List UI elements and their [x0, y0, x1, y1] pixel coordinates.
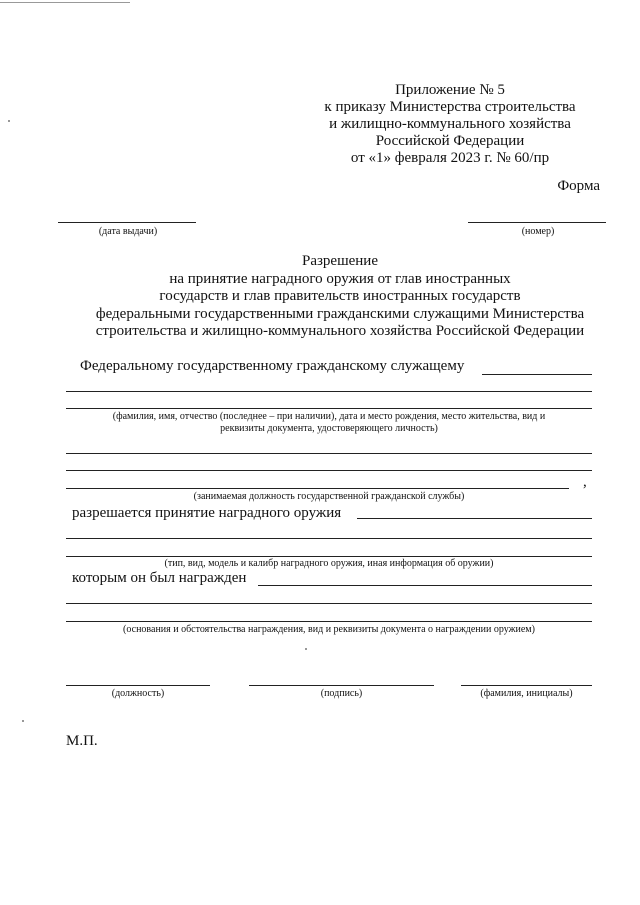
scan-edge-artifact: [0, 2, 130, 3]
personal-data-caption: [66, 411, 592, 435]
document-title: [40, 253, 640, 341]
header-line-1: Приложение № 5: [395, 82, 505, 98]
award-caption: (основания и обстоятельства награждения, вид и реквизиты документа о награждении оружием): [123, 624, 535, 635]
addressee-field-line-2[interactable]: [66, 408, 592, 409]
header-line-4: Российской Федерации: [375, 133, 525, 149]
weapon-caption: (тип, вид, модель и калибр наградного оружия, иная информация об оружии): [164, 558, 494, 569]
weapon-inline-field[interactable]: [357, 518, 592, 519]
full-name-caption: (фамилия, инициалы): [480, 688, 573, 699]
title-line-1: Разрешение: [301, 253, 378, 269]
official-position-caption: (должность): [111, 688, 165, 699]
permit-label: разрешается принятие наградного оружия: [72, 505, 342, 521]
stamp-place-label: М.П.: [66, 733, 98, 749]
personal-caption-line-1: (фамилия, имя, отчество (последнее – при наличии), дата и место рождения, место жительства, вид и: [112, 411, 546, 422]
weapon-field-line-1[interactable]: [66, 538, 592, 539]
header-line-5: от «1» февраля 2023 г. № 60/пр: [350, 150, 550, 166]
awarded-label: которым он был награжден: [72, 570, 247, 586]
comma-mark: ,: [583, 474, 587, 490]
title-line-4: федеральными государственными гражданскими служащими Министерства: [95, 305, 585, 322]
signature-caption: (подпись): [320, 688, 363, 699]
header-line-3: и жилищно-коммунального хозяйства: [329, 116, 571, 132]
number-caption: (номер): [521, 226, 555, 237]
appendix-header: [300, 82, 600, 167]
title-line-2: на принятие наградного оружия от глав иностранных: [169, 270, 511, 287]
full-name-field[interactable]: [461, 685, 592, 686]
award-field-line-1[interactable]: [66, 603, 592, 604]
scan-speck: [22, 720, 24, 722]
title-line-5: строительства и жилищно-коммунального хозяйства Российской Федерации: [95, 323, 585, 339]
title-line-3: государств и глав правительств иностранных государств: [159, 288, 521, 304]
scan-speck: [305, 648, 307, 650]
scan-speck: [8, 120, 10, 122]
official-position-field[interactable]: [66, 685, 210, 686]
weapon-field-line-2[interactable]: [66, 556, 592, 557]
signature-field[interactable]: [249, 685, 434, 686]
award-field-line-2[interactable]: [66, 621, 592, 622]
personal-field-line-1[interactable]: [66, 453, 592, 454]
addressee-field-line-1[interactable]: [66, 391, 592, 392]
personal-field-line-2[interactable]: [66, 470, 592, 471]
form-label: Форма: [557, 178, 600, 194]
issue-date-field[interactable]: [58, 222, 196, 223]
award-inline-field[interactable]: [258, 585, 592, 586]
position-field[interactable]: [66, 488, 569, 489]
number-field[interactable]: [468, 222, 606, 223]
addressee-inline-field[interactable]: [482, 374, 592, 375]
issue-date-caption: (дата выдачи): [98, 226, 158, 237]
addressee-label: Федеральному государственному гражданскому служащему: [80, 358, 465, 374]
position-caption: (занимаемая должность государственной гражданской службы): [193, 491, 465, 502]
personal-caption-line-2: реквизиты документа, удостоверяющего личность): [220, 423, 438, 434]
header-line-2: к приказу Министерства строительства: [324, 99, 576, 115]
